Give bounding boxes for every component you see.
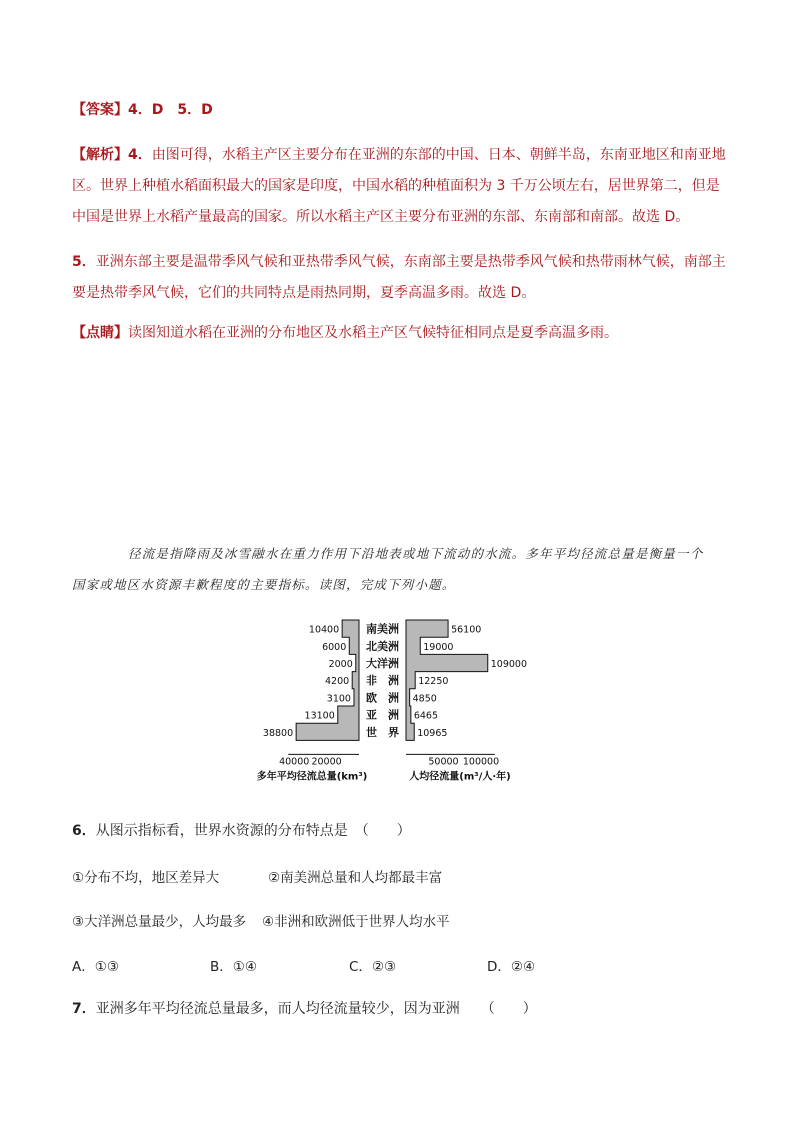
analysis-text-4: 亚洲东部主要是温带季风气候和亚热带季风气候，东南部主要是热带季风气候和热带雨林气候，南部主 <box>95 254 726 270</box>
right-tick-label: 100000 <box>462 756 500 768</box>
q7-text: 亚洲多年平均径流总量最多，而人均径流量较少，因为亚洲 （ ） <box>95 1001 537 1017</box>
right-value-label: 19000 <box>423 641 454 653</box>
category-label: 北美洲 <box>366 639 399 653</box>
q6-option-c[interactable]: C．②③ <box>349 959 397 975</box>
q6-option-a[interactable]: A．①③ <box>72 959 119 975</box>
left-value-label: 10400 <box>308 624 340 636</box>
passage-line-1: 径流是指降雨及冰雪融水在重力作用下沿地表或地下流动的水流。多年平均径流总量是衡量一个 <box>128 546 704 561</box>
question-7 <box>72 998 537 1018</box>
right-axis-title: 人均径流量(m³/人·年) <box>409 771 511 783</box>
tip-text: 读图知道水稻在亚洲的分布地区及水稻主产区气候特征相同点是夏季高温多雨。 <box>128 325 618 341</box>
right-value-label: 4850 <box>412 693 437 705</box>
analysis-tag: 【解析】 <box>72 147 128 163</box>
left-value-label: 6000 <box>322 641 347 653</box>
answer-line <box>72 95 732 126</box>
q6-option-d[interactable]: D．②④ <box>487 959 536 975</box>
category-label: 欧 洲 <box>366 691 399 705</box>
tip-line <box>72 318 732 349</box>
analysis-line-5: 要是热带季风气候，它们的共同特点是雨热同期，夏季高温多雨。故选 D。 <box>72 285 536 301</box>
q7-number: 7． <box>72 1001 96 1017</box>
question-6 <box>72 820 411 840</box>
analysis-num-5: 5． <box>72 254 96 270</box>
left-value-label: 13100 <box>304 710 335 722</box>
left-axis-title: 多年平均径流总量(km³) <box>256 771 368 783</box>
left-tick-label: 40000 <box>279 756 310 768</box>
category-label: 大洋洲 <box>366 657 399 670</box>
q6-number: 6． <box>72 823 96 839</box>
right-value-label: 109000 <box>490 659 528 670</box>
right-value-label: 6465 <box>413 710 439 722</box>
passage-line-2: 国家或地区水资源丰歉程度的主要指标。读图，完成下列小题。 <box>72 577 456 592</box>
answer-text: 4．D 5．D <box>128 102 213 118</box>
category-label: 南美洲 <box>366 622 399 636</box>
analysis-num-4: 4． <box>128 147 152 163</box>
left-value-label: 2000 <box>328 659 353 670</box>
right-value-label: 12250 <box>418 676 449 688</box>
left-value-label: 38800 <box>262 727 294 739</box>
reading-passage <box>72 538 732 600</box>
q6-statement-4: ④非洲和欧洲低于世界人均水平 <box>262 914 450 930</box>
q6-text: 从图示指标看，世界水资源的分布特点是 （ ） <box>95 823 411 839</box>
runoff-chart <box>250 612 550 792</box>
left-value-label: 3100 <box>326 693 351 705</box>
category-label: 亚 洲 <box>366 708 399 722</box>
q6-option-b[interactable]: B．①④ <box>210 959 257 975</box>
analysis-line-2: 区。世界上种植水稻面积最大的国家是印度，中国水稻的种植面积为 3 千万公顷左右，居世界第二，但是 <box>72 178 720 194</box>
analysis-line-4 <box>72 247 732 278</box>
tip-tag: 【点睛】 <box>72 325 128 341</box>
right-value-label: 10965 <box>417 727 448 739</box>
analysis-line-3: 中国是世界上水稻产量最高的国家。所以水稻主产区主要分布亚洲的东部、东南部和南部。故选 D。 <box>72 209 690 225</box>
category-label: 非 洲 <box>366 674 399 688</box>
left-tick-label: 20000 <box>311 756 342 768</box>
category-label: 世 界 <box>366 725 399 739</box>
analysis-block-5 <box>72 247 732 309</box>
right-tick-label: 50000 <box>428 756 459 768</box>
answer-tag: 【答案】 <box>72 102 128 118</box>
analysis-text-1: 由图可得，水稻主产区主要分布在亚洲的东部的中国、日本、朝鲜半岛，东南亚地区和南亚地 <box>151 147 726 163</box>
q6-statement-1: ①分布不均，地区差异大 <box>72 870 220 886</box>
right-value-label: 56100 <box>451 624 482 636</box>
q6-statement-2: ②南美洲总量和人均都最丰富 <box>268 870 443 886</box>
left-value-label: 4200 <box>325 676 350 688</box>
analysis-line-1 <box>72 140 732 171</box>
analysis-block <box>72 140 732 233</box>
q6-statement-3: ③大洋洲总量最少，人均最多 <box>72 914 247 930</box>
